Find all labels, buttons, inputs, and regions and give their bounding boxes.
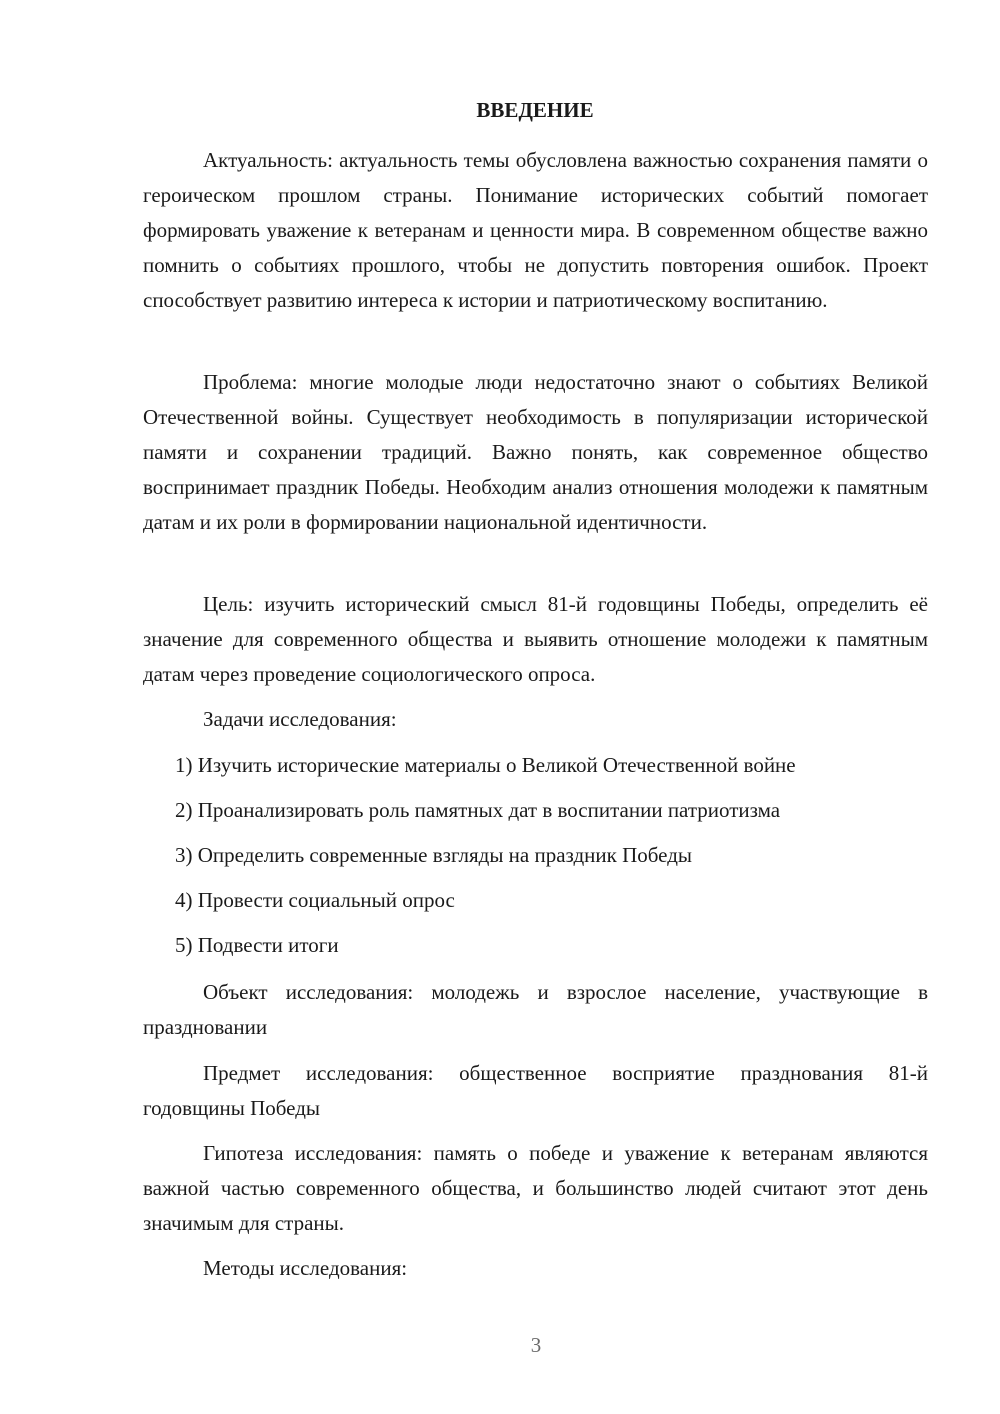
- paragraph-object: Объект исследования: молодежь и взрослое население, участвующие в праздновании: [143, 980, 928, 1039]
- task-item: 3) Определить современные взгляды на праздник Победы: [175, 843, 692, 867]
- task-item: 2) Проанализировать роль памятных дат в воспитании патриотизма: [175, 798, 781, 822]
- paragraph-problem: Проблема: многие молодые люди недостаточно знают о событиях Великой Отечественной войны. Существует необходимость в популяризации исторической памяти и сохранении традиций. Важно понять, как современное общество воспринимает праздник Победы. Необходим анализ отношения молодежи к памятным датам и их роли в формировании национальной идентичности.: [143, 370, 928, 534]
- paragraph-subject: Предмет исследования: общественное восприятие празднования 81-й годовщины Победы: [143, 1061, 928, 1120]
- tasks-title: Задачи исследования:: [203, 707, 397, 731]
- methods-title: Методы исследования:: [203, 1256, 408, 1280]
- paragraph-hypothesis: Гипотеза исследования: память о победе и уважение к ветеранам являются важной частью современного общества, и большинство людей считают этот день значимым для страны.: [143, 1141, 928, 1235]
- task-item: 5) Подвести итоги: [175, 933, 339, 957]
- task-item: 4) Провести социальный опрос: [175, 888, 455, 912]
- section-heading: ВВЕДЕНИЕ: [476, 98, 594, 122]
- page-number: 3: [530, 1333, 542, 1357]
- paragraph-relevance: Актуальность: актуальность темы обусловлена важностью сохранения памяти о героическом прошлом страны. Понимание исторических событий помогает формировать уважение к ветеранам и ценности мира. В современном обществе важно помнить о событиях прошлого, чтобы не допустить повторения ошибок. Проект способствует развитию интереса к истории и патриотическому воспитанию.: [143, 148, 928, 312]
- paragraph-goal: Цель: изучить исторический смысл 81-й годовщины Победы, определить её значение для современного общества и выявить отношение молодежи к памятным датам через проведение социологического опроса.: [143, 592, 928, 686]
- task-item: 1) Изучить исторические материалы о Великой Отечественной войне: [175, 753, 796, 777]
